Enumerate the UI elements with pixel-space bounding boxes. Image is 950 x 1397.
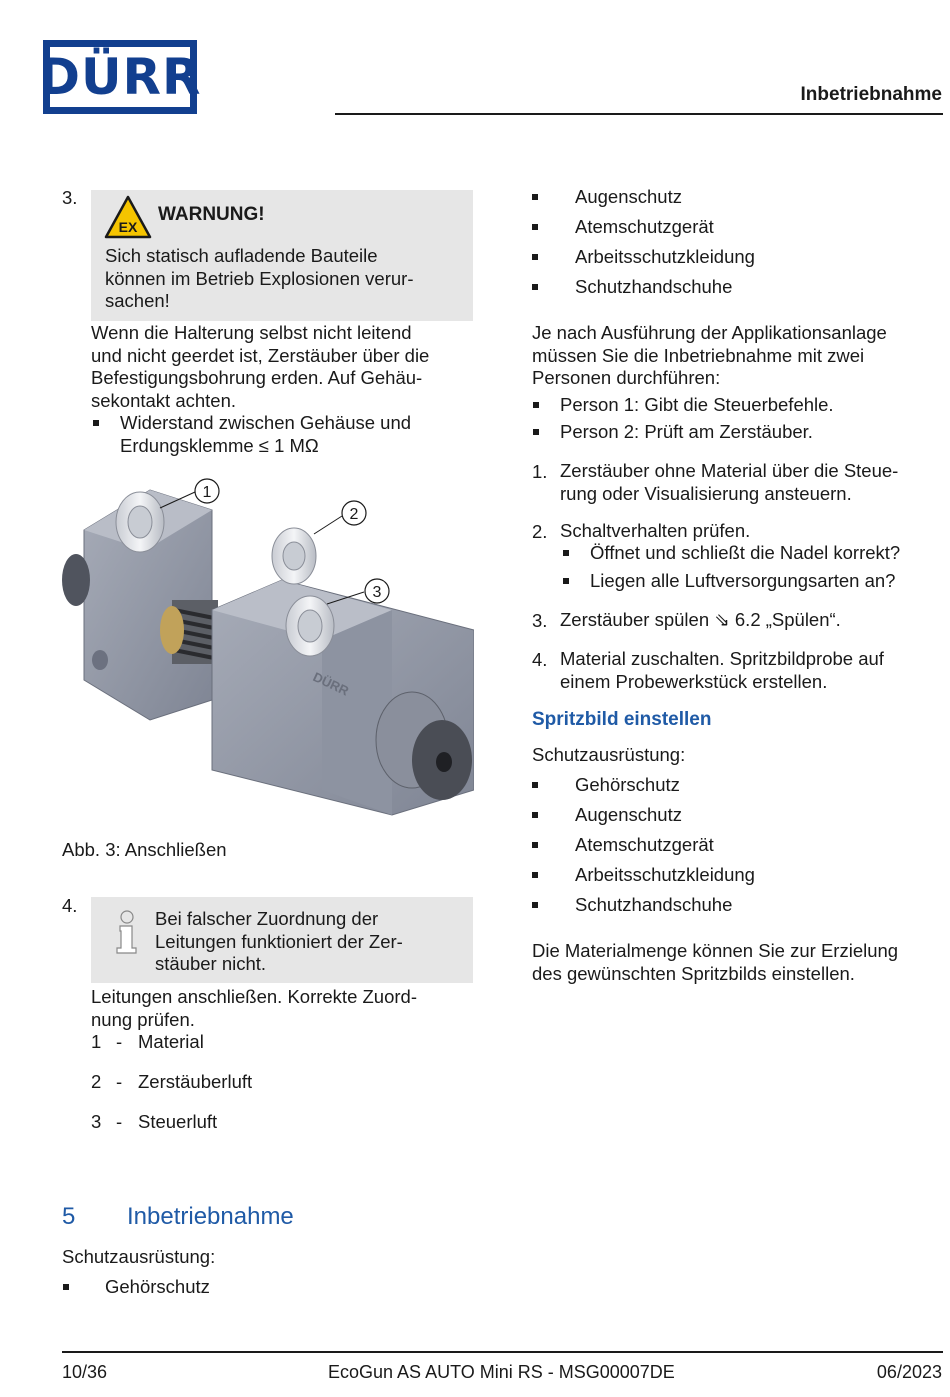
header-section-title: Inbetriebnahme bbox=[800, 84, 942, 105]
body-line: und nicht geerdet ist, Zerstäuber über die bbox=[91, 344, 430, 366]
person-item: Person 2: Prüft am Zerstäuber. bbox=[560, 421, 813, 442]
warning-line: Sich statisch aufladende Bauteile bbox=[105, 245, 378, 266]
step-number: 1. bbox=[532, 461, 548, 482]
bullet-square bbox=[532, 254, 538, 260]
equipment-item: Gehörschutz bbox=[575, 774, 680, 795]
step-number: 4. bbox=[532, 649, 548, 670]
step-line: einem Probewerkstück erstellen. bbox=[560, 670, 828, 692]
info-line: Bei falscher Zuordnung der bbox=[155, 908, 379, 929]
item-dash: - bbox=[116, 1031, 123, 1052]
check-item: Öffnet und schließt die Nadel korrekt? bbox=[590, 542, 901, 563]
callout-1 bbox=[195, 479, 219, 503]
page-number: 10/36 bbox=[62, 1362, 108, 1382]
bullet-square bbox=[532, 194, 538, 200]
bullet-square bbox=[532, 902, 538, 908]
equipment-item: Atemschutzgerät bbox=[575, 216, 714, 237]
logo-text: DÜRR bbox=[38, 48, 202, 106]
info-text bbox=[155, 908, 465, 976]
equipment-item: Schutzhandschuhe bbox=[575, 894, 733, 915]
warning-text bbox=[105, 245, 465, 313]
bullet-line: Widerstand zwischen Gehäuse und bbox=[120, 412, 412, 433]
person-item: Person 1: Gibt die Steuerbefehle. bbox=[560, 394, 834, 415]
svg-text:3: 3 bbox=[372, 584, 382, 601]
callout-2 bbox=[342, 501, 366, 525]
connection-item bbox=[91, 1031, 204, 1054]
warning-box bbox=[91, 190, 473, 321]
step-line: Zerstäuber ohne Material über die Steue- bbox=[560, 460, 899, 481]
closing-paragraph bbox=[532, 940, 944, 985]
connection-figure bbox=[62, 470, 474, 822]
body-line: Befestigungsbohrung erden. Auf Gehäu- bbox=[91, 367, 423, 388]
warning-line: sachen! bbox=[105, 290, 170, 311]
figure-caption: Abb. 3: Anschließen bbox=[62, 839, 227, 860]
item-number: 1 bbox=[91, 1031, 102, 1052]
para-line: des gewünschten Spritzbilds einstellen. bbox=[532, 962, 855, 984]
document-id: EcoGun AS AUTO Mini RS - MSG00007DE bbox=[328, 1362, 675, 1382]
item-number: 2 bbox=[91, 1071, 102, 1092]
item-label: Material bbox=[138, 1031, 204, 1052]
para-line: Personen durchführen: bbox=[532, 367, 721, 388]
info-line: Leitungen funktioniert der Zer- bbox=[155, 930, 403, 952]
step-number: 3. bbox=[532, 610, 548, 631]
item-dash: - bbox=[116, 1071, 123, 1092]
para-line: müssen Sie die Inbetriebnahme mit zwei bbox=[532, 344, 865, 366]
step-number: 3. bbox=[62, 187, 78, 208]
bullet-square bbox=[532, 872, 538, 878]
bullet-square bbox=[93, 420, 99, 426]
step-line: Material zuschalten. Spritzbildprobe auf bbox=[560, 648, 884, 669]
item-label: Zerstäuberluft bbox=[138, 1071, 253, 1092]
step-text bbox=[560, 460, 944, 505]
bullet-square bbox=[533, 402, 539, 408]
step-number: 4. bbox=[62, 895, 78, 916]
duerr-logo bbox=[38, 40, 202, 114]
operator-paragraph bbox=[532, 322, 944, 390]
callout-3 bbox=[365, 579, 389, 603]
item-label: Steuerluft bbox=[138, 1111, 218, 1132]
body-line: Leitungen anschließen. Korrekte Zuord- bbox=[91, 986, 417, 1007]
equipment-item: Gehörschutz bbox=[105, 1276, 210, 1297]
section-number: 5 bbox=[62, 1203, 76, 1230]
step-text: Zerstäuber spülen ⇘ 6.2 „Spülen“. bbox=[560, 609, 841, 630]
bullet-square bbox=[532, 284, 538, 290]
warning-title: WARNUNG! bbox=[158, 204, 265, 225]
svg-text:2: 2 bbox=[349, 506, 359, 523]
body-line: sekontakt achten. bbox=[91, 389, 237, 411]
step-text: Schaltverhalten prüfen. bbox=[560, 520, 751, 541]
footer-divider bbox=[62, 1351, 943, 1353]
equipment-label: Schutzausrüstung: bbox=[532, 744, 686, 765]
bullet-square bbox=[532, 842, 538, 848]
step-line: rung oder Visualisierung ansteuern. bbox=[560, 482, 852, 504]
step-number: 2. bbox=[532, 521, 548, 542]
body-line: Wenn die Halterung selbst nicht leitend bbox=[91, 322, 412, 343]
bullet-line: Erdungsklemme ≤ 1 MΩ bbox=[120, 434, 319, 456]
bullet-square bbox=[532, 782, 538, 788]
step4-body bbox=[91, 986, 481, 1031]
section-title: Inbetriebnahme bbox=[127, 1203, 294, 1230]
bullet-square bbox=[532, 224, 538, 230]
equipment-item: Schutzhandschuhe bbox=[575, 276, 733, 297]
equipment-item: Augenschutz bbox=[575, 186, 682, 207]
item-dash: - bbox=[116, 1111, 123, 1132]
bullet-square bbox=[532, 812, 538, 818]
info-line: stäuber nicht. bbox=[155, 953, 267, 974]
svg-text:1: 1 bbox=[202, 484, 212, 501]
step3-body bbox=[91, 322, 481, 412]
para-line: Die Materialmenge können Sie zur Erzielung bbox=[532, 940, 899, 961]
header-divider bbox=[335, 113, 943, 115]
subheading: Spritzbild einstellen bbox=[532, 709, 712, 730]
equipment-label: Schutzausrüstung: bbox=[62, 1246, 216, 1267]
equipment-item: Augenschutz bbox=[575, 804, 682, 825]
info-icon bbox=[113, 910, 141, 954]
bullet-square bbox=[533, 429, 539, 435]
bullet-square bbox=[63, 1284, 69, 1290]
item-number: 3 bbox=[91, 1111, 102, 1132]
body-line: nung prüfen. bbox=[91, 1008, 195, 1030]
step-text bbox=[560, 648, 944, 693]
connection-item bbox=[91, 1071, 253, 1094]
explosion-warning-icon bbox=[104, 195, 152, 239]
document-date: 06/2023 bbox=[876, 1362, 942, 1382]
equipment-item: Atemschutzgerät bbox=[575, 834, 714, 855]
equipment-item: Arbeitsschutzkleidung bbox=[575, 246, 755, 267]
bullet-square bbox=[563, 578, 569, 584]
warning-symbol-text: EX bbox=[118, 219, 138, 235]
connection-item bbox=[91, 1111, 218, 1134]
info-box bbox=[91, 897, 473, 983]
equipment-item: Arbeitsschutzkleidung bbox=[575, 864, 755, 885]
resistance-bullet bbox=[120, 412, 480, 457]
bullet-square bbox=[563, 550, 569, 556]
body-engraving: DÜRR bbox=[310, 669, 352, 699]
check-item: Liegen alle Luftversorgungsarten an? bbox=[590, 570, 896, 591]
warning-line: können im Betrieb Explosionen verur- bbox=[105, 267, 414, 289]
para-line: Je nach Ausführung der Applikationsanlage bbox=[532, 322, 887, 343]
